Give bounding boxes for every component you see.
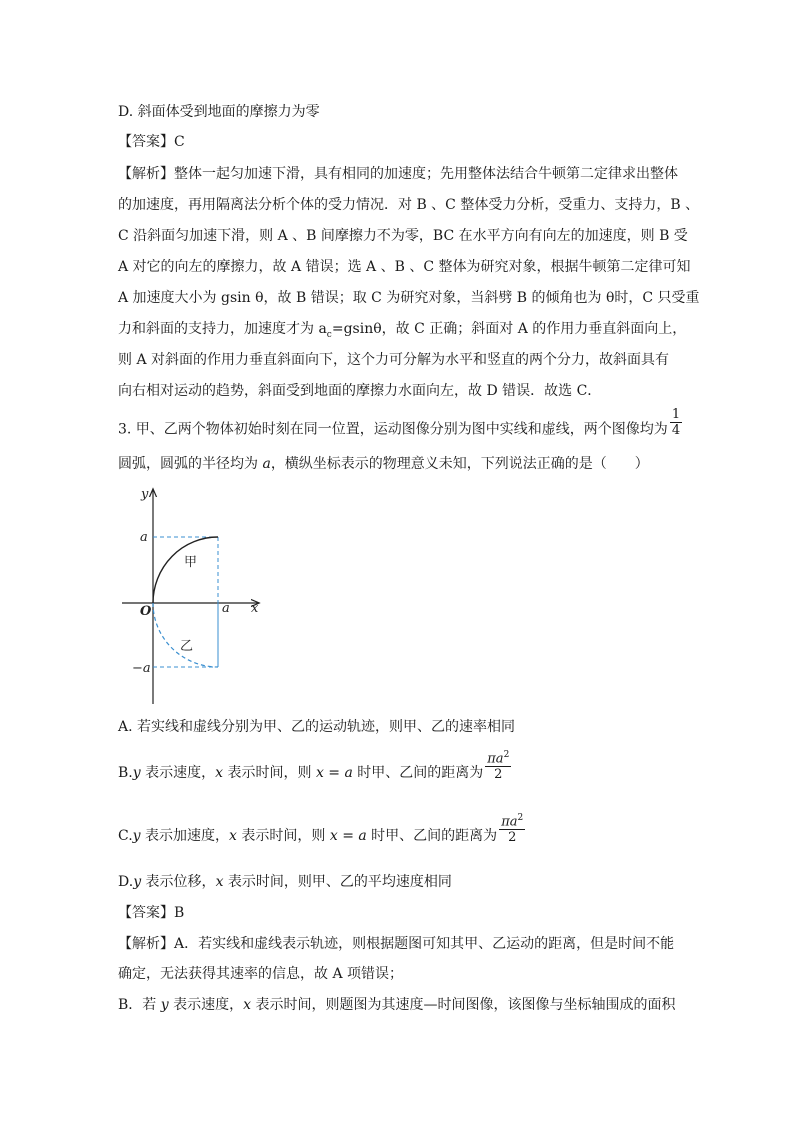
explanation-1-line-4: A 对它的向左的摩擦力，故 A 错误；选 A 、B 、C 整体为研究对象，根据牛顿第二定律可知 <box>118 259 691 275</box>
answer-1 <box>118 134 678 150</box>
option-c-fraction: $\frac{\pi a^2}{2}$ <box>501 813 524 846</box>
explanation-1-line-1: 【解析】整体一起匀加速下滑，具有相同的加速度；先用整体法结合牛顿第二定律求出整体 <box>118 166 678 182</box>
option-a: A. 若实线和虚线分别为甲、乙的运动轨迹，则甲、乙的速率相同 <box>118 719 516 735</box>
x-axis-label: x <box>251 601 259 616</box>
question-3-line-2: 圆弧，圆弧的半径均为 a，横纵坐标表示的物理意义未知，下列说法正确的是（ ） <box>118 456 649 472</box>
question-3-line-1: 3. 甲、乙两个物体初始时刻在同一位置，运动图像分别为图中实线和虚线，两个图像均为 $\frac{1}{4}$ <box>118 407 681 438</box>
explanation-2-line-1: 【解析】A．若实线和虚线表示轨迹，则根据题图可知其甲、乙运动的距离，但是时间不能 <box>118 936 675 952</box>
explanation-1-line-5: A 加速度大小为 gsin θ，故 B 错误；取 C 为研究对象，当斜劈 B 的倾角也为 θ时，C 只受重 <box>118 290 700 306</box>
explanation-1-line-7: 则 A 对斜面的作用力垂直斜面向下，这个力可分解为水平和竖直的两个分力，故斜面具有 <box>118 352 670 368</box>
explanation-1-line-8: 向右相对运动的趋势，斜面受到地面的摩擦力水面向左，故 D 错误．故选 C． <box>118 383 602 399</box>
option-c: C.y 表示加速度，x 表示时间，则 x = a 时甲、乙间的距离为 $\frac{\pi a^2}{2}$ <box>118 813 524 846</box>
explanation-tag: 【解析】 <box>118 166 174 182</box>
label-jia: 甲 <box>184 555 198 570</box>
quarter-arc-graph <box>118 484 268 708</box>
origin-label: O <box>140 604 152 619</box>
answer-tag: 【答案】 <box>118 134 174 150</box>
arc-jia <box>153 537 218 603</box>
option-d: D.y 表示位移，x 表示时间，则甲、乙的平均速度相同 <box>118 874 452 890</box>
y-axis-label: y <box>141 487 149 502</box>
option-b-fraction: $\frac{\pi a^2}{2}$ <box>487 750 510 783</box>
minus-a-label: −a <box>132 661 151 676</box>
explanation-2-line-3: B．若 y 表示速度，x 表示时间，则题图为其速度—时间图像，该图像与坐标轴围成的面积 <box>118 997 676 1013</box>
explanation-1-line-6: 力和斜面的支持力，加速度才为 $a_c=gsin\theta$，故 C 正确；斜面对 A 的作用力垂直斜面向上， <box>118 321 687 340</box>
answer-value: C <box>174 134 185 150</box>
option-b: B.y 表示速度，x 表示时间，则 x = a 时甲、乙间的距离为 $\frac{\pi a^2}{2}$ <box>118 750 510 783</box>
a-top-label: a <box>140 530 148 545</box>
explanation-1-line-3: C 沿斜面匀加速下滑，则 A 、B 间摩擦力不为零，BC 在水平方向有向左的加速度，则 B 受 <box>118 228 688 244</box>
answer-2: 【答案】B <box>118 905 185 921</box>
a-right-label: a <box>222 601 230 616</box>
explanation-1-line-2: 的加速度，再用隔离法分析个体的受力情况．对 B 、C 整体受力分析，受重力、支持力，B 、 <box>118 197 700 213</box>
option-d-previous: D. 斜面体受到地面的摩擦力为零 <box>118 104 320 120</box>
quarter-fraction: $\frac{1}{4}$ <box>671 407 681 438</box>
label-yi: 乙 <box>180 639 194 654</box>
explanation-2-line-2: 确定，无法获得其速率的信息，故 A 项错误； <box>118 966 404 982</box>
arc-yi <box>153 603 218 667</box>
